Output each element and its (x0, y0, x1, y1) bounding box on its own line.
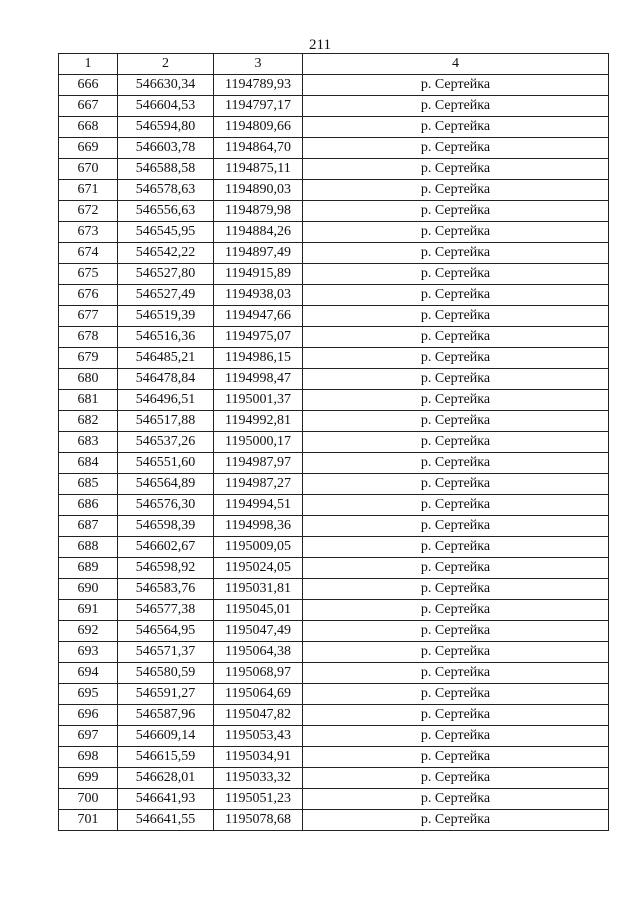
y-coordinate-cell: 1194915,89 (214, 264, 303, 285)
table-body (59, 54, 609, 831)
x-coordinate-cell: 546598,92 (118, 558, 214, 579)
y-coordinate-cell: 1195053,43 (214, 726, 303, 747)
x-coordinate-cell: 546591,27 (118, 684, 214, 705)
point-number-cell: 691 (59, 600, 118, 621)
object-name-cell: р. Сертейка (303, 306, 609, 327)
table-row (59, 768, 609, 789)
x-coordinate-cell: 546580,59 (118, 663, 214, 684)
x-coordinate-cell: 546516,36 (118, 327, 214, 348)
point-number-cell: 681 (59, 390, 118, 411)
table-row (59, 516, 609, 537)
object-name-cell: р. Сертейка (303, 264, 609, 285)
table-row (59, 726, 609, 747)
object-name-cell: р. Сертейка (303, 159, 609, 180)
point-number-cell: 700 (59, 789, 118, 810)
point-number-cell: 682 (59, 411, 118, 432)
y-coordinate-cell: 1194938,03 (214, 285, 303, 306)
object-name-cell: р. Сертейка (303, 180, 609, 201)
point-number-cell: 670 (59, 159, 118, 180)
object-name-cell: р. Сертейка (303, 747, 609, 768)
table-row (59, 432, 609, 453)
table-row (59, 663, 609, 684)
object-name-cell: р. Сертейка (303, 222, 609, 243)
y-coordinate-cell: 1195024,05 (214, 558, 303, 579)
x-coordinate-cell: 546588,58 (118, 159, 214, 180)
table-row (59, 621, 609, 642)
table-row (59, 705, 609, 726)
y-coordinate-cell: 1195064,38 (214, 642, 303, 663)
table-row (59, 369, 609, 390)
table-row (59, 138, 609, 159)
table-row (59, 117, 609, 138)
x-coordinate-cell: 546556,63 (118, 201, 214, 222)
object-name-cell: р. Сертейка (303, 642, 609, 663)
object-name-cell: р. Сертейка (303, 705, 609, 726)
y-coordinate-cell: 1194998,36 (214, 516, 303, 537)
object-name-cell: р. Сертейка (303, 432, 609, 453)
point-number-cell: 693 (59, 642, 118, 663)
y-coordinate-cell: 1195047,82 (214, 705, 303, 726)
table-row (59, 222, 609, 243)
table-row (59, 474, 609, 495)
y-coordinate-cell: 1195034,91 (214, 747, 303, 768)
y-coordinate-cell: 1195047,49 (214, 621, 303, 642)
y-coordinate-cell: 1194897,49 (214, 243, 303, 264)
x-coordinate-cell: 546609,14 (118, 726, 214, 747)
y-coordinate-cell: 1194975,07 (214, 327, 303, 348)
x-coordinate-cell: 546602,67 (118, 537, 214, 558)
object-name-cell: р. Сертейка (303, 768, 609, 789)
point-number-cell: 674 (59, 243, 118, 264)
page-number: 211 (309, 37, 331, 53)
point-number-cell: 680 (59, 369, 118, 390)
object-name-cell: р. Сертейка (303, 453, 609, 474)
table-row (59, 348, 609, 369)
x-coordinate-cell: 546630,34 (118, 75, 214, 96)
y-coordinate-cell: 1195045,01 (214, 600, 303, 621)
table-row (59, 75, 609, 96)
x-coordinate-cell: 546583,76 (118, 579, 214, 600)
point-number-cell: 671 (59, 180, 118, 201)
y-coordinate-cell: 1195001,37 (214, 390, 303, 411)
point-number-cell: 673 (59, 222, 118, 243)
header-col-1: 1 (59, 54, 118, 75)
object-name-cell: р. Сертейка (303, 201, 609, 222)
object-name-cell: р. Сертейка (303, 96, 609, 117)
object-name-cell: р. Сертейка (303, 516, 609, 537)
table-row (59, 201, 609, 222)
y-coordinate-cell: 1194992,81 (214, 411, 303, 432)
object-name-cell: р. Сертейка (303, 495, 609, 516)
y-coordinate-cell: 1194884,26 (214, 222, 303, 243)
y-coordinate-cell: 1195031,81 (214, 579, 303, 600)
point-number-cell: 690 (59, 579, 118, 600)
x-coordinate-cell: 546478,84 (118, 369, 214, 390)
x-coordinate-cell: 546615,59 (118, 747, 214, 768)
x-coordinate-cell: 546527,80 (118, 264, 214, 285)
table-row (59, 684, 609, 705)
point-number-cell: 684 (59, 453, 118, 474)
x-coordinate-cell: 546603,78 (118, 138, 214, 159)
table-row (59, 306, 609, 327)
point-number-cell: 692 (59, 621, 118, 642)
point-number-cell: 668 (59, 117, 118, 138)
table-row (59, 453, 609, 474)
point-number-cell: 685 (59, 474, 118, 495)
point-number-cell: 679 (59, 348, 118, 369)
y-coordinate-cell: 1195000,17 (214, 432, 303, 453)
table-row (59, 600, 609, 621)
object-name-cell: р. Сертейка (303, 117, 609, 138)
point-number-cell: 667 (59, 96, 118, 117)
table-row (59, 810, 609, 831)
object-name-cell: р. Сертейка (303, 411, 609, 432)
x-coordinate-cell: 546628,01 (118, 768, 214, 789)
table-row (59, 180, 609, 201)
table-row (59, 789, 609, 810)
object-name-cell: р. Сертейка (303, 663, 609, 684)
point-number-cell: 669 (59, 138, 118, 159)
point-number-cell: 694 (59, 663, 118, 684)
x-coordinate-cell: 546537,26 (118, 432, 214, 453)
point-number-cell: 698 (59, 747, 118, 768)
x-coordinate-cell: 546551,60 (118, 453, 214, 474)
table-row (59, 327, 609, 348)
table-row (59, 558, 609, 579)
y-coordinate-cell: 1194789,93 (214, 75, 303, 96)
object-name-cell: р. Сертейка (303, 537, 609, 558)
x-coordinate-cell: 546576,30 (118, 495, 214, 516)
point-number-cell: 678 (59, 327, 118, 348)
y-coordinate-cell: 1194987,97 (214, 453, 303, 474)
point-number-cell: 688 (59, 537, 118, 558)
x-coordinate-cell: 546587,96 (118, 705, 214, 726)
table-row (59, 264, 609, 285)
x-coordinate-cell: 546604,53 (118, 96, 214, 117)
point-number-cell: 683 (59, 432, 118, 453)
y-coordinate-cell: 1195009,05 (214, 537, 303, 558)
point-number-cell: 687 (59, 516, 118, 537)
object-name-cell: р. Сертейка (303, 789, 609, 810)
x-coordinate-cell: 546641,93 (118, 789, 214, 810)
x-coordinate-cell: 546519,39 (118, 306, 214, 327)
y-coordinate-cell: 1194994,51 (214, 495, 303, 516)
object-name-cell: р. Сертейка (303, 726, 609, 747)
x-coordinate-cell: 546571,37 (118, 642, 214, 663)
object-name-cell: р. Сертейка (303, 75, 609, 96)
header-col-4: 4 (303, 54, 609, 75)
x-coordinate-cell: 546542,22 (118, 243, 214, 264)
table-row (59, 537, 609, 558)
y-coordinate-cell: 1195051,23 (214, 789, 303, 810)
x-coordinate-cell: 546564,95 (118, 621, 214, 642)
point-number-cell: 666 (59, 75, 118, 96)
object-name-cell: р. Сертейка (303, 579, 609, 600)
object-name-cell: р. Сертейка (303, 348, 609, 369)
object-name-cell: р. Сертейка (303, 243, 609, 264)
object-name-cell: р. Сертейка (303, 369, 609, 390)
table-row (59, 285, 609, 306)
object-name-cell: р. Сертейка (303, 390, 609, 411)
point-number-cell: 697 (59, 726, 118, 747)
object-name-cell: р. Сертейка (303, 138, 609, 159)
table-row (59, 411, 609, 432)
x-coordinate-cell: 546564,89 (118, 474, 214, 495)
object-name-cell: р. Сертейка (303, 327, 609, 348)
point-number-cell: 676 (59, 285, 118, 306)
table-row (59, 390, 609, 411)
point-number-cell: 675 (59, 264, 118, 285)
object-name-cell: р. Сертейка (303, 600, 609, 621)
x-coordinate-cell: 546545,95 (118, 222, 214, 243)
y-coordinate-cell: 1194987,27 (214, 474, 303, 495)
x-coordinate-cell: 546578,63 (118, 180, 214, 201)
object-name-cell: р. Сертейка (303, 558, 609, 579)
x-coordinate-cell: 546577,38 (118, 600, 214, 621)
table-row (59, 243, 609, 264)
y-coordinate-cell: 1194998,47 (214, 369, 303, 390)
table-row (59, 747, 609, 768)
y-coordinate-cell: 1195033,32 (214, 768, 303, 789)
table-header-row (59, 54, 609, 75)
y-coordinate-cell: 1194890,03 (214, 180, 303, 201)
x-coordinate-cell: 546594,80 (118, 117, 214, 138)
y-coordinate-cell: 1195078,68 (214, 810, 303, 831)
y-coordinate-cell: 1194809,66 (214, 117, 303, 138)
object-name-cell: р. Сертейка (303, 474, 609, 495)
point-number-cell: 699 (59, 768, 118, 789)
point-number-cell: 696 (59, 705, 118, 726)
table-row (59, 96, 609, 117)
y-coordinate-cell: 1194986,15 (214, 348, 303, 369)
point-number-cell: 689 (59, 558, 118, 579)
object-name-cell: р. Сертейка (303, 684, 609, 705)
y-coordinate-cell: 1194875,11 (214, 159, 303, 180)
point-number-cell: 677 (59, 306, 118, 327)
coordinates-table (58, 53, 609, 831)
point-number-cell: 695 (59, 684, 118, 705)
point-number-cell: 701 (59, 810, 118, 831)
point-number-cell: 672 (59, 201, 118, 222)
y-coordinate-cell: 1194797,17 (214, 96, 303, 117)
header-col-3: 3 (214, 54, 303, 75)
x-coordinate-cell: 546527,49 (118, 285, 214, 306)
object-name-cell: р. Сертейка (303, 285, 609, 306)
object-name-cell: р. Сертейка (303, 810, 609, 831)
y-coordinate-cell: 1194879,98 (214, 201, 303, 222)
table-row (59, 159, 609, 180)
table-row (59, 495, 609, 516)
x-coordinate-cell: 546485,21 (118, 348, 214, 369)
y-coordinate-cell: 1195064,69 (214, 684, 303, 705)
header-col-2: 2 (118, 54, 214, 75)
x-coordinate-cell: 546517,88 (118, 411, 214, 432)
y-coordinate-cell: 1194864,70 (214, 138, 303, 159)
table-row (59, 579, 609, 600)
y-coordinate-cell: 1195068,97 (214, 663, 303, 684)
x-coordinate-cell: 546496,51 (118, 390, 214, 411)
table-row (59, 642, 609, 663)
x-coordinate-cell: 546598,39 (118, 516, 214, 537)
object-name-cell: р. Сертейка (303, 621, 609, 642)
point-number-cell: 686 (59, 495, 118, 516)
y-coordinate-cell: 1194947,66 (214, 306, 303, 327)
x-coordinate-cell: 546641,55 (118, 810, 214, 831)
